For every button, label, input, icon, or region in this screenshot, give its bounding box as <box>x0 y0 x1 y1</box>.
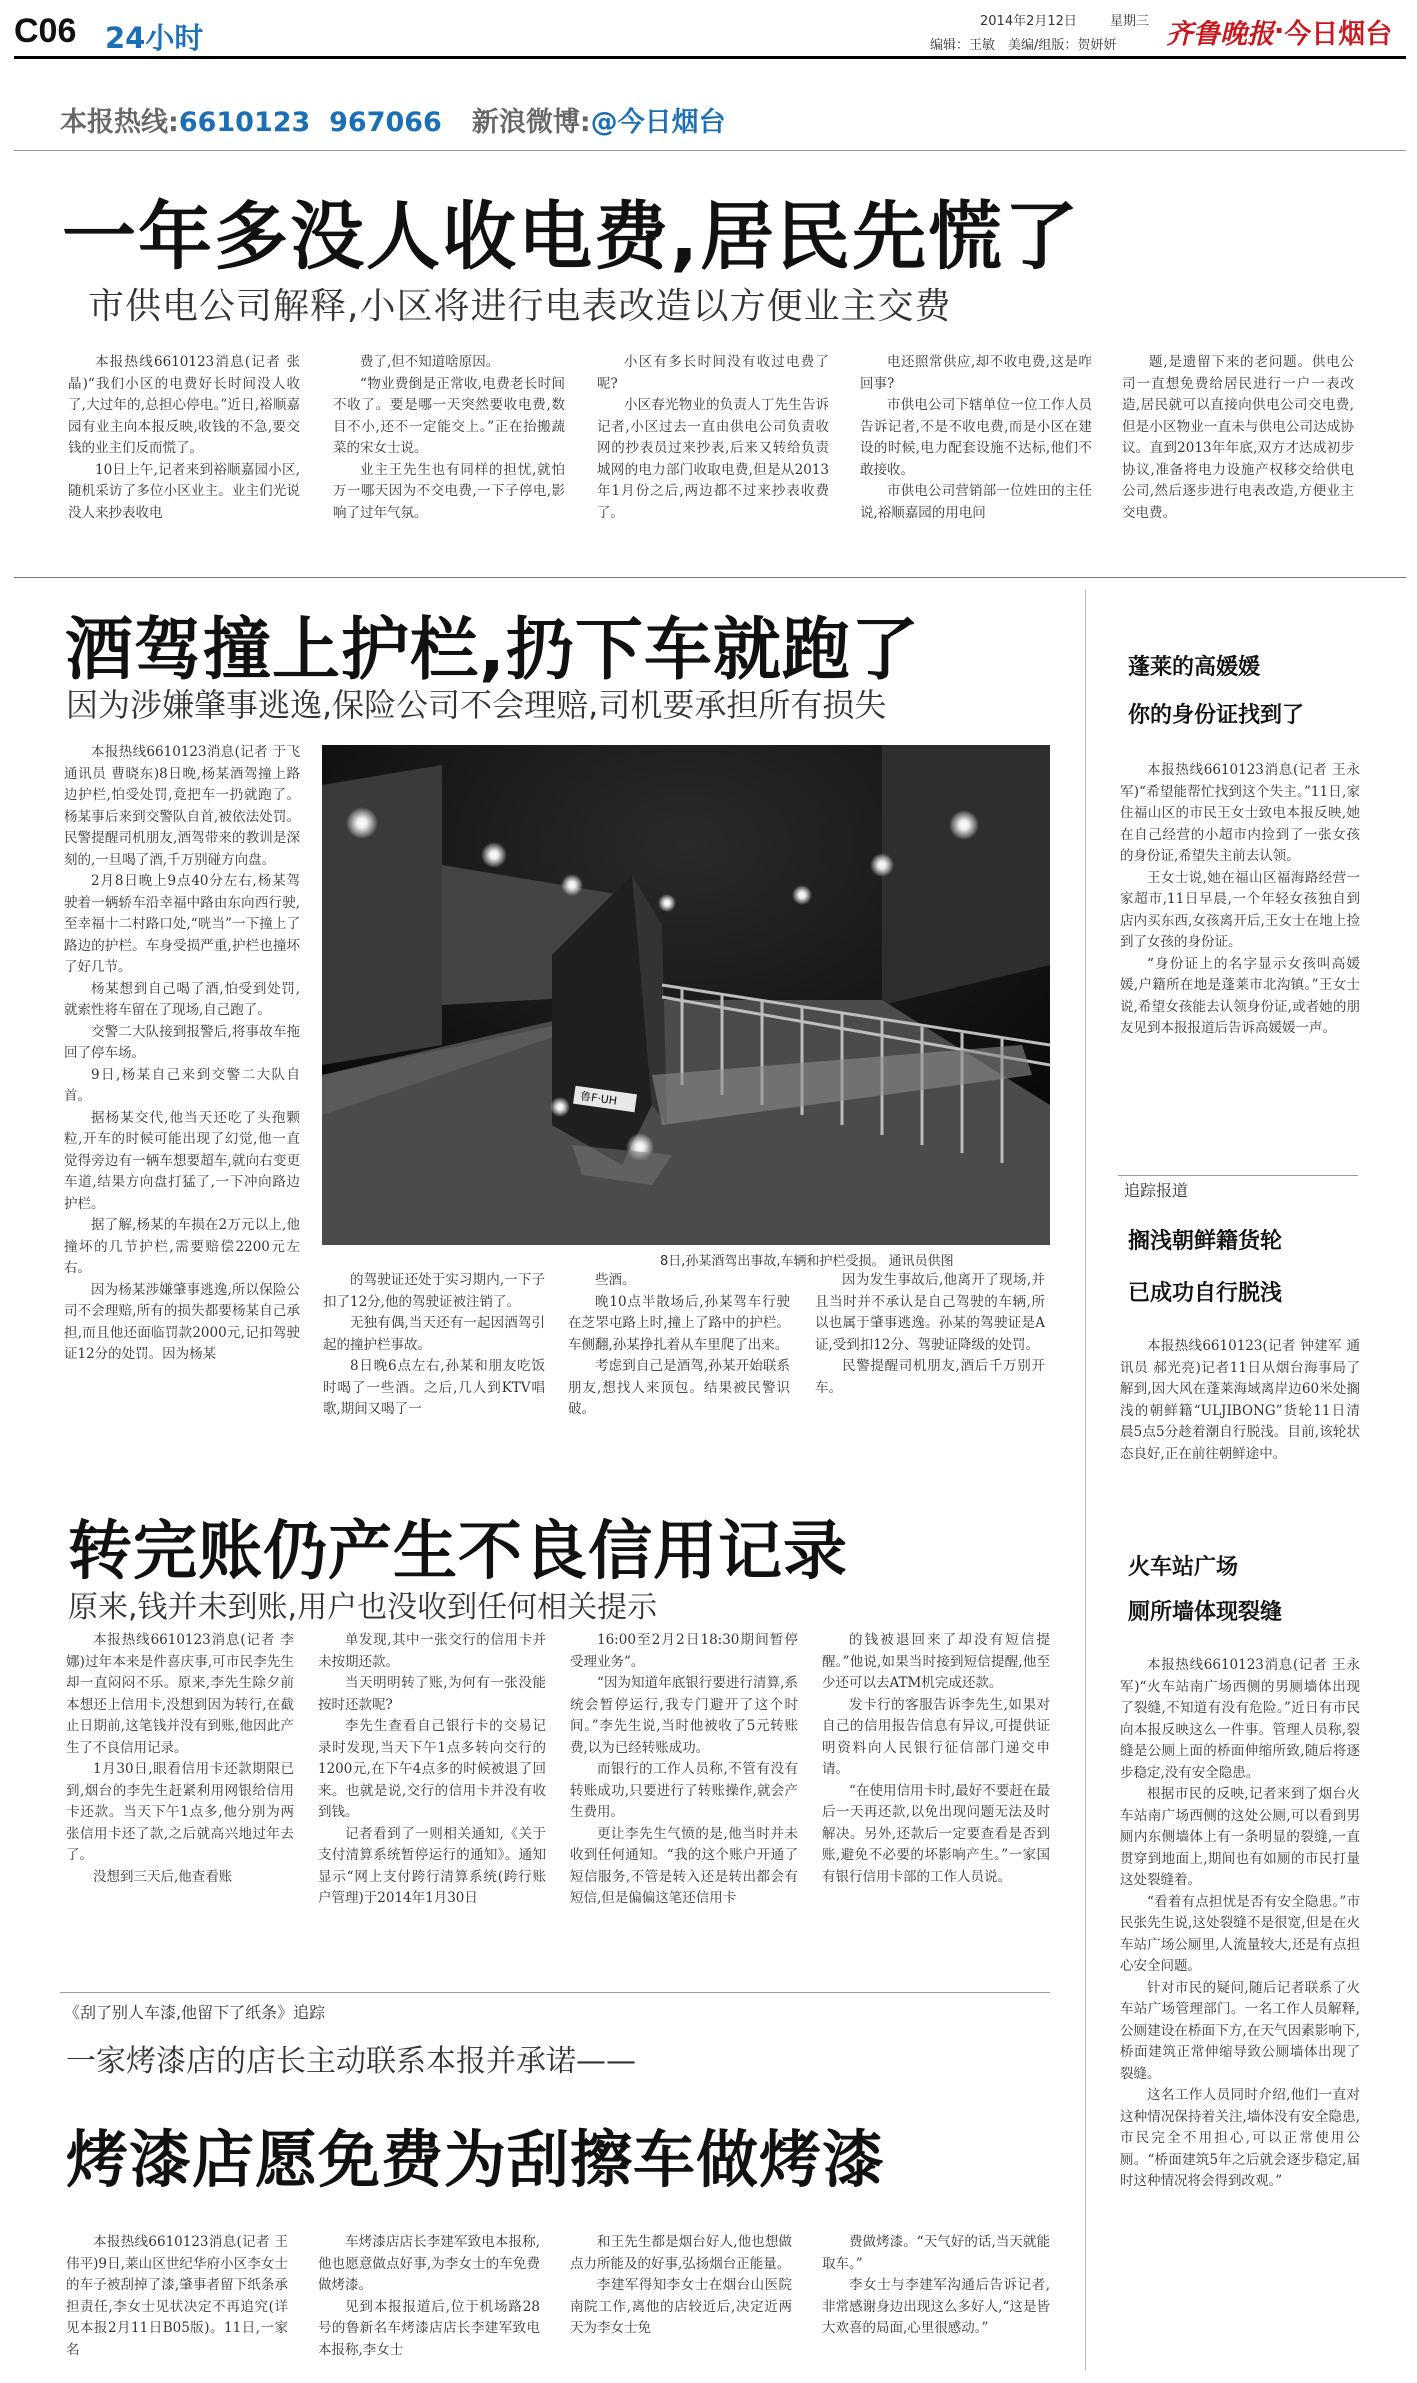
paper-logo <box>1166 12 1392 51</box>
paragraph: 李先生查看自己银行卡的交易记录时发现,当天下午1点多转向交行的1200元,在下午4点多的时候被退了回来。也就是说,交行的信用卡并没有收到钱。 <box>318 1718 546 1820</box>
building-right <box>882 745 1050 1005</box>
paragraph: 因为杨某涉嫌肇事逃逸,所以保险公司不会理赔,所有的损失都要杨某自己承担,而且他还面临罚款2000元,记扣驾驶证12分的处罚。因为杨某 <box>64 1281 300 1362</box>
paragraph: 考虑到自己是酒驾,孙某开始联系朋友,想找人来顶包。结果被民警识破。 <box>568 1358 790 1417</box>
street-light-1 <box>346 807 378 839</box>
story4-col4 <box>822 2232 1050 2372</box>
story3-col3 <box>570 1630 798 1982</box>
story4-headline: 烤漆店愿免费为刮擦车做烤漆 <box>66 2123 886 2196</box>
paragraph: 题,是遗留下来的老问题。供电公司一直想免费给居民进行一户一表改造,居民就可以直接向供电公司交电费,但是小区物业一直未与供电公司达成协议。直到2013年年底,双方才达成初步协议,准备将电力设施产权移交给供电公司,然后逐步进行电表改造,方便业主交电费。 <box>1122 354 1354 521</box>
paragraph: 10日上午,记者来到裕顺嘉园小区,随机采访了多位小区业主。业主们光说没人来抄表收电 <box>68 461 300 521</box>
hotline-bar <box>60 100 726 139</box>
story3-col2 <box>318 1630 546 1982</box>
sidebar2-tag: 追踪报道 <box>1124 1181 1189 1200</box>
story4-col3 <box>570 2232 792 2372</box>
story2-lead-col <box>64 742 300 1477</box>
weibo-handle: @今日烟台 <box>590 107 726 138</box>
paragraph: 针对市民的疑问,随后记者联系了火车站广场管理部门。一名工作人员解释,公厕建设在桥面下方,在天气因素影响下,桥面建筑正常伸缩导致公厕墙体出现了裂缝。 <box>1120 1979 1360 2082</box>
paragraph: 小区春光物业的负责人丁先生告诉记者,小区过去一直由供电公司负责收网的抄表员过来抄表,后来又转给负责城网的电力部门收取电费,但是从2013年1月份之后,两边都不过来抄表收费了。 <box>597 397 829 521</box>
story1-subheadline: 市供电公司解释,小区将进行电表改造以方便业主交费 <box>88 286 952 327</box>
story2-col2 <box>323 1270 545 1480</box>
sidebar2-top-rule <box>1118 1175 1358 1176</box>
sidebar2-head-line1: 搁浅朝鲜籍货轮 <box>1128 1229 1283 1254</box>
building-left <box>322 765 442 1065</box>
accident-photo-svg <box>322 745 1050 1245</box>
street-light-6 <box>870 853 894 877</box>
paragraph: 王女士说,她在福山区福海路经营一家超市,11日早晨,一个年轻女孩独自到店内买东西,女孩离开后,王女士在地上捡到了女孩的身份证。 <box>1120 869 1360 950</box>
sidebar1-body <box>1120 760 1360 1158</box>
paragraph: 本报热线6610123消息(记者 王永军)“火车站南广场西侧的男厕墙体出现了裂缝,不知道有没有危险。”近日有市民向本报反映这么一件事。管理人员称,裂缝是公厕上面的桥面伸缩所致,随后将逐步稳定,没有安全隐患。 <box>1120 1657 1360 1781</box>
paragraph: 单发现,其中一张交行的信用卡并未按期还款。 <box>318 1632 546 1670</box>
story1-col4 <box>860 352 1092 567</box>
accident-photo <box>322 745 1050 1245</box>
story1-col1 <box>68 352 300 567</box>
story3-subheadline: 原来,钱并未到账,用户也没收到任何相关提示 <box>68 1590 658 1625</box>
paragraph: 发卡行的客服告诉李先生,如果对自己的信用报告信息有异议,可提供证明资料向人民银行征信部门递交申请。 <box>822 1696 1050 1777</box>
paragraph: 小区有多长时间没有收过电费了呢? <box>597 354 829 392</box>
story1-col2 <box>333 352 565 567</box>
paragraph: 本报热线6610123(记者 钟建军 通讯员 郝光亮)记者11日从烟台海事局了解到,因大风在蓬莱海域离岸边60米处搁浅的朝鲜籍“ULJIBONG”货轮11日清晨5点5分趁着潮自行脱浅。目前,该轮状态良好,正在前往朝鲜途中。 <box>1120 1338 1360 1462</box>
paragraph: 些酒。 <box>595 1272 636 1288</box>
sidebar-divider <box>1085 590 1086 2370</box>
paragraph: 这名工作人员同时介绍,他们一直对这种情况保持着关注,墙体没有安全隐患,市民完全不用担心,可以正常使用公厕。“桥面建筑5年之后就会逐步稳定,届时这种情况将会得到改观。” <box>1120 2087 1360 2189</box>
paragraph: 2月8日晚上9点40分左右,杨某驾驶着一辆轿车沿幸福中路由东向西行驶,至幸福十二村路口处,“咣当”一下撞上了路边的护栏。车身受损严重,护栏也撞坏了好几节。 <box>64 873 300 975</box>
street-light-4 <box>658 894 676 912</box>
paragraph: 市供电公司营销部一位姓田的主任说,裕顺嘉园的用电问 <box>860 483 1092 521</box>
paragraph: 交警二大队接到报警后,将事故车拖回了停车场。 <box>64 1023 300 1061</box>
paragraph: 因为发生事故后,他离开了现场,并且当时并不承认是自己驾驶的车辆,所以也属于肇事逃逸。孙某的驾驶证是A证,受到扣12分、驾驶证降级的处罚。 <box>815 1272 1045 1353</box>
story1-bottom-rule <box>14 577 1406 578</box>
paragraph: “看着有点担忧是否有安全隐患。”市民张先生说,这处裂缝不是很宽,但是在火车站广场公厕里,人流量较大,还是有点担心安全问题。 <box>1120 1893 1360 1974</box>
sidebar3-head-line1: 火车站广场 <box>1128 1555 1239 1580</box>
paragraph: 本报热线6610123消息(记者 于飞 通讯员 曹晓东)8日晚,杨某酒驾撞上路边护栏,怕受处罚,竟把车一扔就跑了。杨某事后来到交警队自首,被依法处罚。民警提醒司机朋友,酒驾带来的教训是深刻的,一旦喝了酒,千万别碰方向盘。 <box>64 744 300 868</box>
paragraph: 8日晚6点左右,孙某和朋友吃饭时喝了一些酒。之后,几人到KTV唱歌,期间又喝了一 <box>323 1358 545 1417</box>
sidebar1-head-line2: 你的身份证找到了 <box>1128 703 1305 728</box>
masthead-rule <box>14 56 1406 59</box>
paragraph: 费做烤漆。“天气好的话,当天就能取车。” <box>822 2234 1050 2272</box>
issue-weekday: 星期三 <box>1110 14 1150 29</box>
paragraph: 当天明明转了账,为何有一张没能按时还款呢? <box>318 1675 546 1713</box>
section-name: 24小时 <box>105 21 204 55</box>
story1-col3 <box>597 352 829 567</box>
paragraph: 1月30日,眼看信用卡还款期限已到,烟台的李先生赶紧利用网银给信用卡还款。当天下午1点多,他分别为两张信用卡还了款,之后就高兴地过年去了。 <box>66 1761 294 1863</box>
paragraph: 车烤漆店店长李建军致电本报称,他也愿意做点好事,为李女士的车免费做烤漆。 <box>318 2234 540 2293</box>
paragraph: 费了,但不知道啥原因。 <box>360 354 500 370</box>
paragraph: 没想到三天后,他查看账 <box>93 1868 233 1885</box>
story3-col1 <box>66 1630 294 1982</box>
paragraph: “在使用信用卡时,最好不要赶在最后一天再还款,以免出现问题无法及时解决。另外,还款后一定要查看是否到账,避免不必要的坏影响产生。”一家国有银行信用卡部的工作人员说。 <box>822 1782 1050 1885</box>
paragraph: 杨某想到自己喝了酒,怕受到处罚,就索性将车留在了现场,自己跑了。 <box>64 980 300 1018</box>
paragraph: 李建军得知李女士在烟台山医院南院工作,离他的店较近后,决定近两天为李女士免 <box>570 2277 792 2336</box>
street-light-5 <box>792 885 812 905</box>
street-light-7 <box>949 810 979 840</box>
logo-dot: · <box>1274 16 1285 47</box>
paragraph: 本报热线6610123消息(记者 王永军)“希望能帮忙找到这个失主。”11日,家住福山区的市民王女士致电本报反映,她在自己经营的小超市内捡到了一张女孩的身份证,希望失主前去认领。 <box>1120 762 1360 864</box>
paragraph: 的驾驶证还处于实习期内,一下子扣了12分,他的驾驶证被注销了。 <box>323 1272 545 1310</box>
story3-bottom-rule <box>60 1992 1050 1993</box>
paragraph: 本报热线6610123消息(记者 王伟平)9日,莱山区世纪华府小区李女士的车子被刮掉了漆,肇事者留下纸条承担责任,李女士见状决定不再追究(详见本报2月11日B05版)。11日,一家名 <box>66 2234 288 2358</box>
weibo-label: 新浪微博: <box>471 107 591 138</box>
paragraph: 而银行的工作人员称,不管有没有转账成功,只要进行了转账操作,就会产生费用。 <box>570 1761 798 1820</box>
followup-tag: 《刮了别人车漆,他留下了纸条》追踪 <box>64 2003 326 2022</box>
car-headlight-2 <box>550 1097 570 1117</box>
paragraph: 市供电公司下辖单位一位工作人员告诉记者,不是不收电费,而是小区在建设的时候,电力配套设施不达标,他们不敢接收。 <box>860 397 1092 478</box>
page-code: C06 <box>14 12 77 50</box>
sidebar2-head-line2: 已成功自行脱浅 <box>1128 1281 1283 1306</box>
paragraph: 见到本报报道后,位于机场路28号的鲁新名车烤漆店店长李建军致电本报称,李女士 <box>318 2298 540 2358</box>
story2-col3 <box>568 1270 790 1480</box>
paragraph: 民警提醒司机朋友,酒后千万别开车。 <box>815 1358 1045 1396</box>
paragraph: 电还照常供应,却不收电费,这是咋回事? <box>860 354 1092 392</box>
paragraph: “物业费倒是正常收,电费老长时间不收了。要是哪一天突然要收电费,数目不小,还不一定能交上。”正在抬搬蔬菜的宋女士说。 <box>333 375 565 456</box>
street-light-3 <box>561 874 583 896</box>
paragraph: 16:00至2月2日18:30期间暂停受理业务”。 <box>570 1632 798 1670</box>
sidebar3-body <box>1120 1655 1360 2373</box>
story4-col1 <box>66 2232 288 2372</box>
paragraph: 9日,杨某自己来到交警二大队自首。 <box>64 1066 300 1104</box>
paragraph: “因为知道年底银行要进行清算,系统会暂停运行,我专门避开了这个时间。”李先生说,当时他被收了5元转账费,以为已经转账成功。 <box>570 1675 798 1756</box>
paragraph: 晚10点半散场后,孙某驾车行驶在芝罘屯路上时,撞上了路中的护栏。车侧翻,孙某挣扎着从车里爬了出来。 <box>568 1293 790 1353</box>
paragraph: 根据市民的反映,记者来到了烟台火车站南广场西侧的这处公厕,可以看到男厕内东侧墙体上有一条明显的裂缝,一直贯穿到地面上,期间也有如厕的市民打量这处裂缝着。 <box>1120 1786 1360 1888</box>
issue-date: 2014年2月12日 <box>980 14 1077 29</box>
story2-subheadline: 因为涉嫌肇事逃逸,保险公司不会理赔,司机要承担所有损失 <box>66 686 887 724</box>
story4-col2 <box>318 2232 540 2372</box>
hotline-numbers: 6610123 967066 <box>178 107 442 138</box>
paragraph: 据了解,杨某的车损在2万元以上,他撞坏的几节护栏,需要赔偿2200元左右。 <box>64 1217 300 1276</box>
paragraph: 本报热线6610123消息(记者 张晶)“我们小区的电费好长时间没人收了,大过年的,总担心停电。”近日,裕顺嘉园有业主向本报反映,收钱的不急,要交钱的业主们反而慌了。 <box>68 354 300 456</box>
story3-headline: 转完账仍产生不良信用记录 <box>68 1515 848 1589</box>
street-light-2 <box>481 842 507 868</box>
hotline-rule <box>14 150 1406 151</box>
paragraph: 无独有偶,当天还有一起因酒驾引起的撞护栏事故。 <box>323 1315 545 1353</box>
paragraph: “身份证上的名字显示女孩叫高媛媛,户籍所在地是蓬莱市北沟镇。”王女士说,希望女孩能去认领身份证,或者她的朋友见到本报报道后告诉高媛媛一声。 <box>1120 955 1360 1036</box>
story4-kicker: 一家烤漆店的店长主动联系本报并承诺—— <box>66 2044 636 2079</box>
license-plate-text: 鲁F·UH <box>579 1089 618 1108</box>
sidebar2-body <box>1120 1336 1360 1526</box>
paragraph: 业主王先生也有同样的担忧,就怕万一哪天因为不交电费,一下子停电,影响了过年气氛。 <box>333 461 565 521</box>
paragraph: 据杨某交代,他当天还吃了头孢颗粒,开车的时候可能出现了幻觉,他一直觉得旁边有一辆车想要超车,就向右变更车道,结果方向盘打猛了,一下冲向路边护栏。 <box>64 1109 300 1212</box>
hotline-label: 本报热线: <box>60 107 179 138</box>
story1-headline: 一年多没人收电费,居民先慌了 <box>62 194 1081 280</box>
paragraph: 和王先生都是烟台好人,他也想做点力所能及的好事,弘扬烟台正能量。 <box>570 2234 792 2272</box>
story3-col4 <box>822 1630 1050 1982</box>
story2-headline: 酒驾撞上护栏,扔下车就跑了 <box>65 611 920 690</box>
paragraph: 记者看到了一则相关通知,《关于支付清算系统暂停运行的通知》。通知显示“网上支付跨行清算系统(跨行账户管理)于2014年1月30日 <box>318 1825 546 1906</box>
story1-col5 <box>1122 352 1354 567</box>
paragraph: 李女士与李建军沟通后告诉记者,非常感谢身边出现这么多好人,“这是皆大欢喜的局面,心里很感动。” <box>822 2277 1050 2336</box>
paragraph: 本报热线6610123消息(记者 李娜)过年本来是件喜庆事,可市民李先生却一直闷闷不乐。原来,李先生除夕前本想还上信用卡,没想到因为转行,在截止日期前,这笔钱并没有到账,他因此产生了不良信用记录。 <box>66 1632 294 1756</box>
story2-col4 <box>815 1270 1045 1480</box>
paper-name: 齐鲁晚报 <box>1166 19 1274 50</box>
sidebar3-head-line2: 厕所墙体现裂缝 <box>1128 1600 1283 1625</box>
sidebar1-head-line1: 蓬莱的高媛媛 <box>1128 655 1261 680</box>
paragraph: 的钱被退回来了却没有短信提醒。”他说,如果当时接到短信提醒,他至少还可以去ATM机完成还款。 <box>822 1632 1050 1691</box>
photo-caption: 8日,孙某酒驾出事故,车辆和护栏受损。 通讯员供图 <box>660 1254 954 1269</box>
edition-name: 今日烟台 <box>1284 19 1393 50</box>
editors-credit: 编辑：王敏 美编/组版：贺妍妍 <box>930 38 1117 53</box>
paragraph: 更让李先生气愤的是,他当时并未收到任何通知。“我的这个账户开通了短信服务,不管是转入还是转出都会有短信,但是偏偏这笔还信用卡 <box>570 1825 798 1906</box>
